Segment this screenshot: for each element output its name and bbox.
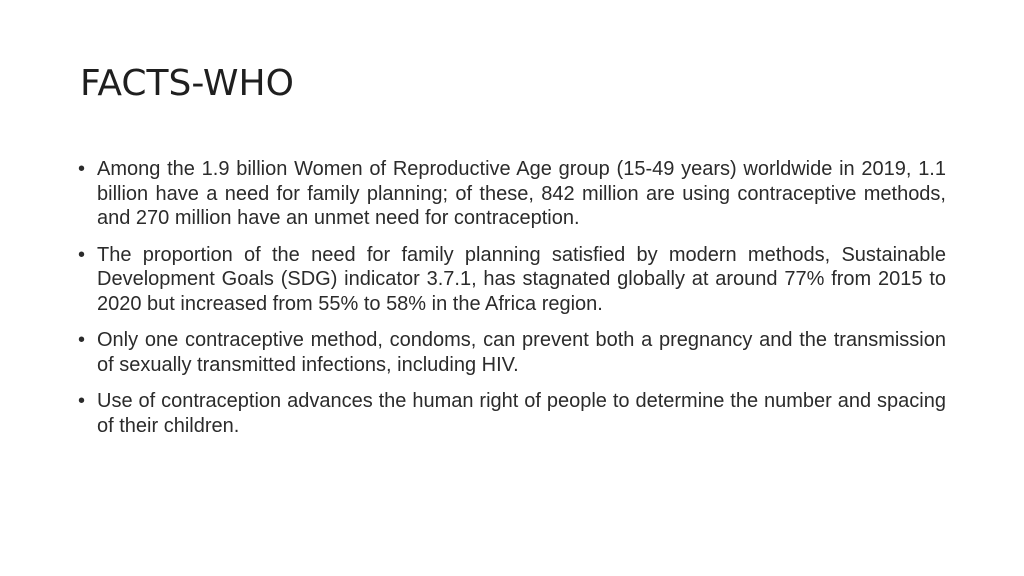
bullet-dot-icon: • [78, 329, 86, 351]
bullet-text: Among the 1.9 billion Women of Reproductive Age group (15-49 years) worldwide in 2019, 1.1 billion have a need for family planning; of these, 842 million are using contraceptive methods, and 270 million have an unmet need for contraception. [97, 158, 946, 229]
bullet-item [76, 389, 946, 438]
bullet-text: The proportion of the need for family planning satisfied by modern methods, Sustainable Development Goals (SDG) indicator 3.7.1, has stagnated globally at around 77% from 2015 to 2020 but increased from 55% to 58% in the Africa region. [97, 243, 946, 315]
bullet-list [76, 157, 946, 450]
bullet-text: Use of contraception advances the human right of people to determine the number and spacing of their children. [97, 390, 946, 437]
bullet-dot-icon: • [78, 390, 86, 412]
bullet-item [76, 328, 946, 377]
bullet-dot-icon: • [78, 158, 86, 180]
bullet-item [76, 157, 946, 231]
bullet-item [76, 243, 946, 317]
bullet-text: Only one contraceptive method, condoms, can prevent both a pregnancy and the transmission of sexually transmitted infections, including HIV. [97, 329, 946, 376]
bullet-dot-icon: • [78, 243, 86, 266]
slide-title: FACTS-WHO [80, 63, 294, 104]
